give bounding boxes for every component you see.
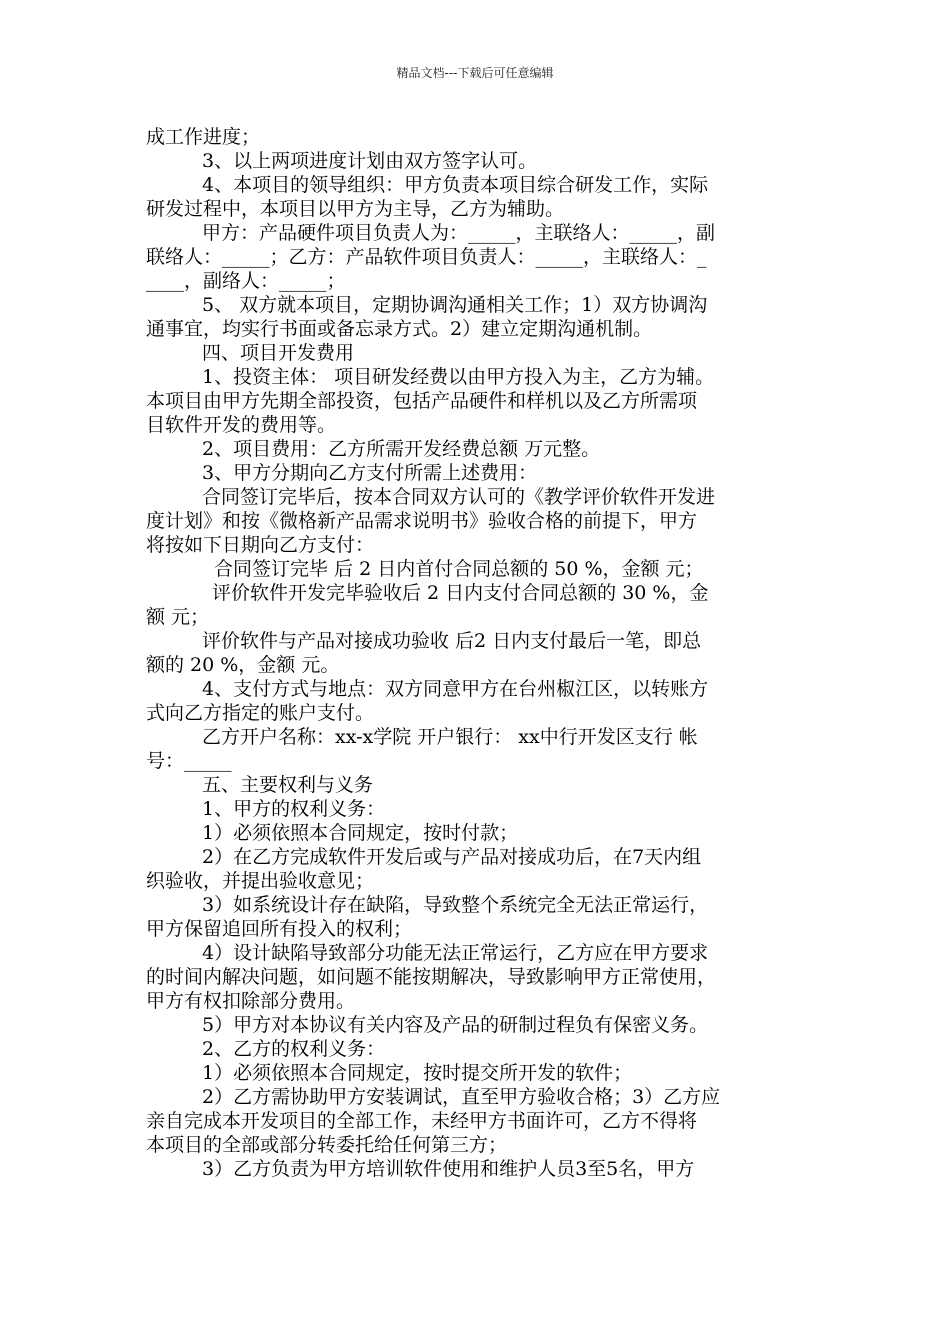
paragraph-line: 2）乙方需协助甲方安装调试，直至甲方验收合格；3）乙方应 xyxy=(202,1086,721,1108)
paragraph-line: ____，副络人：_____； xyxy=(146,270,346,292)
paragraph-line: 本项目的全部或部分转委托给任何第三方； xyxy=(146,1134,508,1156)
paragraph-line: 研发过程中，本项目以甲方为主导，乙方为辅助。 xyxy=(146,198,565,220)
paragraph-line: 额的 20 %，金额 元。 xyxy=(146,654,340,676)
paragraph-line: 评价软件开发完毕验收后 2 日内支付合同总额的 30 %，金 xyxy=(212,582,709,604)
paragraph-line: 合同签订完毕 后 2 日内首付合同总额的 50 %，金额 元； xyxy=(214,558,704,580)
paragraph-line: 度计划》和按《微格新产品需求说明书》验收合格的前提下，甲方 xyxy=(146,510,698,532)
paragraph-line: 1）必须依照本合同规定，按时付款； xyxy=(202,822,519,844)
paragraph-line: 4、支付方式与地点：双方同意甲方在台州椒江区，以转账方 xyxy=(202,678,709,700)
paragraph-line: 号：_____ xyxy=(146,750,232,772)
paragraph-line: 目软件开发的费用等。 xyxy=(146,414,337,436)
paragraph-line: 4）设计缺陷导致部分功能无法正常运行，乙方应在甲方要求 xyxy=(202,942,709,964)
document-body xyxy=(146,125,810,1181)
paragraph-line: 2、乙方的权利义务： xyxy=(202,1038,386,1060)
paragraph-line: 乙方开户名称：xx-x学院 开户银行： xx中行开发区支行 帐 xyxy=(202,726,698,748)
paragraph-line: 2）在乙方完成软件开发后或与产品对接成功后，在7天内组 xyxy=(202,846,702,868)
paragraph-line: 将按如下日期向乙方支付： xyxy=(146,534,375,556)
paragraph-line: 的时间内解决问题，如问题不能按期解决，导致影响甲方正常使用， xyxy=(146,966,717,988)
section-heading: 五、主要权利与义务 xyxy=(202,774,374,796)
paragraph-line: 3）如系统设计存在缺陷，导致整个系统完全无法正常运行， xyxy=(202,894,709,916)
paragraph-line: 式向乙方指定的账户支付。 xyxy=(146,702,375,724)
paragraph-line: 4、本项目的领导组织：甲方负责本项目综合研发工作，实际 xyxy=(202,174,709,196)
paragraph-line: 联络人：_____；乙方：产品软件项目负责人：_____，主联络人：_ xyxy=(146,246,707,268)
paragraph-line: 3、以上两项进度计划由双方签字认可。 xyxy=(202,150,538,172)
paragraph-line: 3）乙方负责为甲方培训软件使用和维护人员3至5名，甲方 xyxy=(202,1158,695,1180)
paragraph-line: 甲方有权扣除部分费用。 xyxy=(146,990,356,1012)
paragraph-line: 评价软件与产品对接成功验收 后2 日内支付最后一笔，即总 xyxy=(202,630,702,652)
paragraph-line: 额 元； xyxy=(146,606,210,628)
paragraph-line: 甲方：产品硬件项目负责人为：_____，主联络人：_____，副 xyxy=(202,222,716,244)
paragraph-line: 1）必须依照本合同规定，按时提交所开发的软件； xyxy=(202,1062,633,1084)
page-header: 精品文档---下载后可任意编辑 xyxy=(396,66,554,80)
paragraph-line: 织验收，并提出验收意见； xyxy=(146,870,375,892)
paragraph-line: 5、 双方就本项目，定期协调沟通相关工作；1）双方协调沟 xyxy=(202,294,708,316)
section-heading: 四、项目开发费用 xyxy=(202,342,355,364)
paragraph-line: 3、甲方分期向乙方支付所需上述费用： xyxy=(202,462,538,484)
paragraph-line: 通事宜，均实行书面或备忘录方式。2）建立定期沟通机制。 xyxy=(146,318,653,340)
paragraph-line: 2、项目费用：乙方所需开发经费总额 万元整。 xyxy=(202,438,601,460)
paragraph-line: 亲自完成本开发项目的全部工作，未经甲方书面许可，乙方不得将 xyxy=(146,1110,698,1132)
paragraph-line: 成工作进度； xyxy=(146,126,261,148)
paragraph-line: 5）甲方对本协议有关内容及产品的研制过程负有保密义务。 xyxy=(202,1014,709,1036)
paragraph-line: 合同签订完毕后，按本合同双方认可的《教学评价软件开发进 xyxy=(202,486,716,508)
paragraph-line: 甲方保留追回所有投入的权利； xyxy=(146,918,413,940)
paragraph-line: 本项目由甲方先期全部投资，包括产品硬件和样机以及乙方所需项 xyxy=(146,390,698,412)
paragraph-line: 1、投资主体： 项目研发经费以由甲方投入为主，乙方为辅。 xyxy=(202,366,715,388)
paragraph-line: 1、甲方的权利义务： xyxy=(202,798,386,820)
